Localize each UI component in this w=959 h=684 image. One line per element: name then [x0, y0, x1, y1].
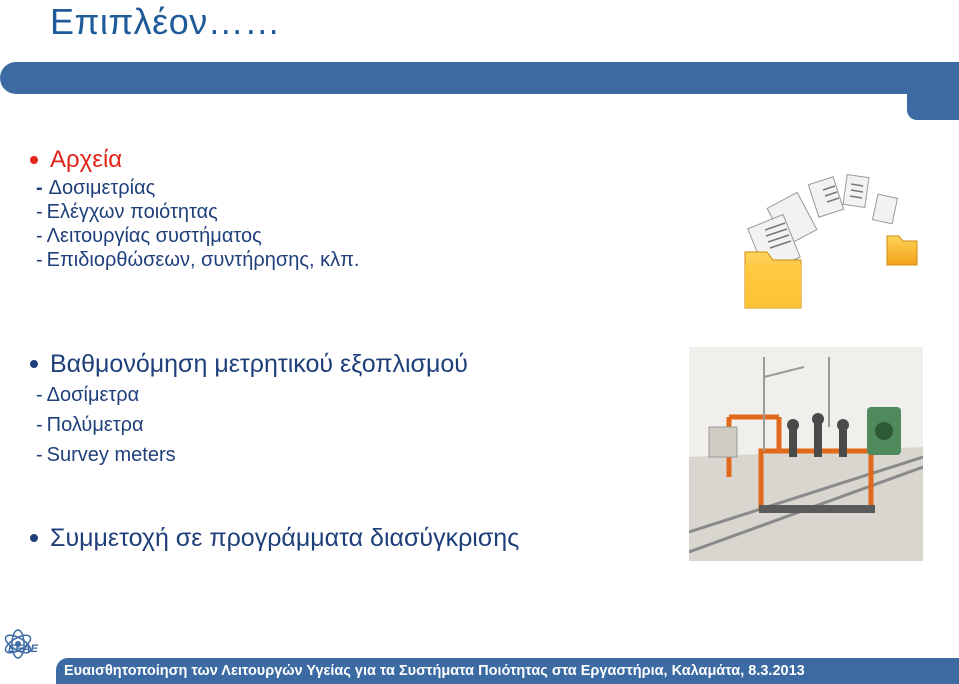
header-band-tab	[907, 62, 959, 120]
list-item: - Δοσίμετρα	[36, 384, 140, 406]
list-item: - Πολύμετρα	[36, 414, 144, 436]
bullet-dot	[30, 360, 38, 368]
section-archives	[28, 144, 359, 272]
list-item: - Survey meters	[36, 444, 176, 466]
list-item: - Επιδιορθώσεων, συντήρησης, κλπ.	[36, 249, 360, 271]
list-item: - Λειτουργίας συστήματος	[36, 225, 262, 247]
slide-title: Επιπλέον……	[50, 1, 281, 42]
header-band	[0, 62, 959, 94]
list-item: - Ελέγχων ποιότητας	[36, 201, 218, 223]
files-to-folder-icon	[735, 168, 930, 318]
footer-bar: Ευαισθητοποίηση των Λειτουργών Υγείας για τα Συστήματα Ποιότητας στα Εργαστήρια, Καλαμάτα, 8.3.2013	[56, 658, 959, 684]
calibration-bench-photo	[689, 347, 923, 561]
section-heading: Συμμετοχή σε προγράμματα διασύγκρισης	[50, 524, 520, 552]
eeae-logo-icon	[0, 622, 58, 668]
section-intercomparison	[28, 522, 519, 554]
logo-text: EEAE	[8, 643, 38, 655]
section-heading: Βαθμονόμηση μετρητικού εξοπλισμού	[50, 350, 468, 378]
section-heading: Αρχεία	[50, 146, 123, 173]
section-calibration	[28, 348, 468, 470]
bullet-dot	[30, 156, 38, 164]
bullet-dot	[30, 534, 38, 542]
list-item: - Δοσιμετρίας	[36, 177, 156, 199]
